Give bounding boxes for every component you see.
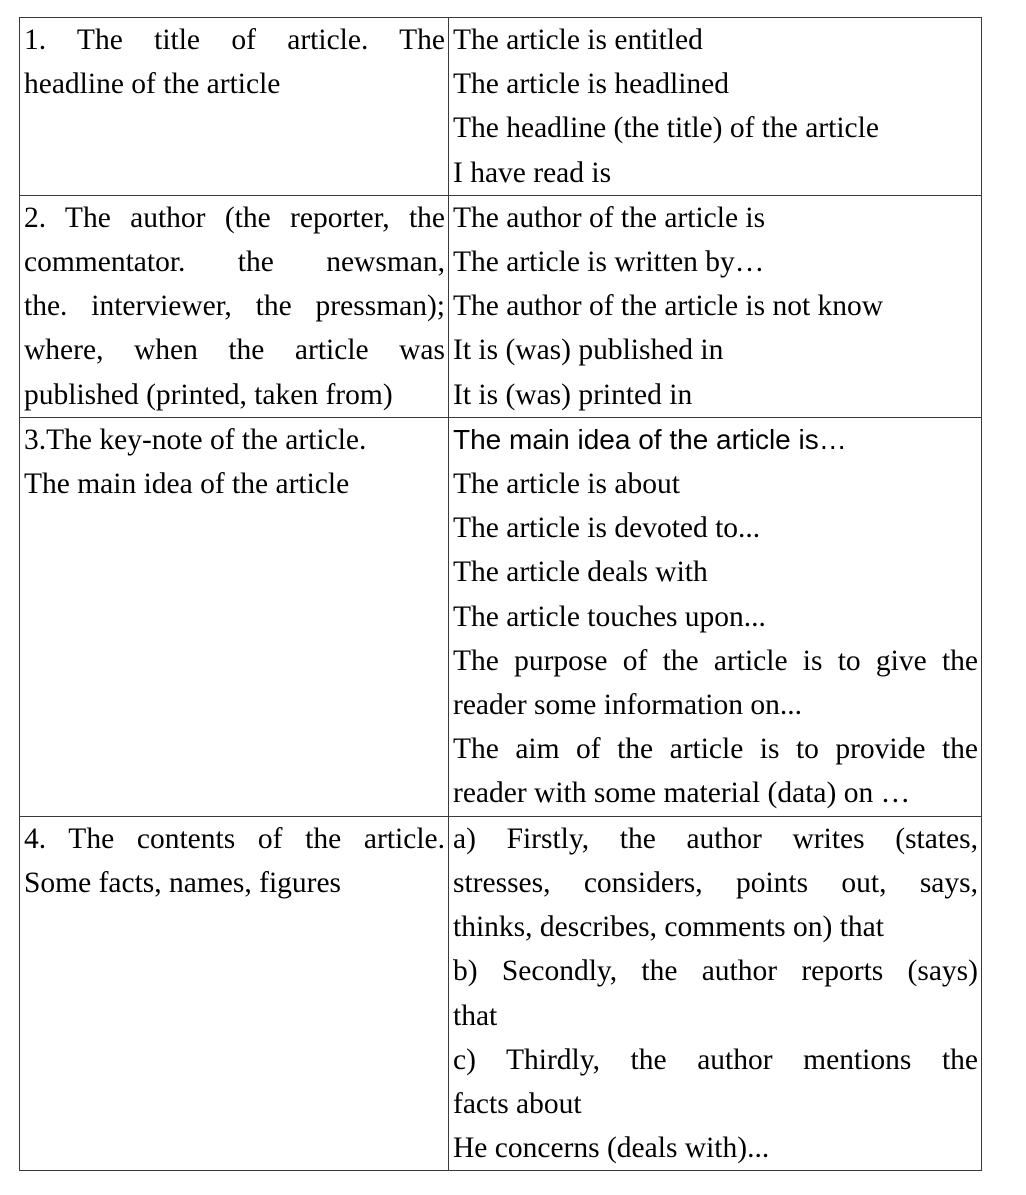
phrase-line: The author of the article is (453, 201, 766, 234)
point-text-line: The main idea of the article (24, 468, 350, 501)
phrase-line: reader some information on... (453, 689, 802, 722)
point-text-line: 4. The contents of the article. (24, 822, 445, 855)
phrase-line: stresses, considers, points out, says, (453, 867, 978, 900)
point-cell (20, 417, 449, 816)
phrase-line: that (453, 999, 498, 1032)
phrase-line: a) Firstly, the author writes (states, (453, 822, 978, 855)
phrase-line: thinks, describes, comments on) that (453, 911, 884, 944)
phrases-cell (449, 18, 982, 196)
phrase-line: c) Thirdly, the author mentions the (453, 1043, 978, 1076)
phrase-line: The aim of the article is to provide the (453, 733, 978, 766)
phrase-line: reader with some material (data) on … (453, 777, 911, 810)
phrase-line: The purpose of the article is to give the (453, 644, 978, 677)
point-text-line: Some facts, names, figures (24, 867, 342, 900)
point-text-line: 1. The title of article. The (24, 24, 445, 56)
phrase-line: The article is written by… (453, 246, 765, 279)
phrase-line: The main idea of the article is… (453, 423, 847, 455)
point-text-line: the. interviewer, the pressman); (24, 290, 445, 323)
point-cell (20, 816, 449, 1171)
phrases-cell (449, 417, 982, 816)
phrase-line: The article deals with (453, 556, 708, 589)
table-row (20, 195, 982, 417)
phrases-cell (449, 816, 982, 1171)
point-text-line: where, when the article was (24, 334, 445, 367)
phrase-line: It is (was) published in (453, 334, 724, 367)
phrase-line: facts about (453, 1088, 582, 1121)
phrase-line: The author of the article is not know (453, 290, 884, 323)
phrase-line: The article is about (453, 468, 680, 501)
point-text-line: 3.The key-note of the article. (24, 423, 367, 456)
phrase-line: He concerns (deals with)... (453, 1132, 770, 1165)
phrase-line: The article is entitled (453, 24, 703, 56)
table-row (20, 417, 982, 816)
point-text-line: commentator. the newsman, (24, 246, 445, 279)
phrase-line: The article is devoted to... (453, 512, 761, 545)
phrases-cell (449, 195, 982, 417)
point-cell (20, 195, 449, 417)
point-text-line: published (printed, taken from) (24, 378, 393, 411)
point-text-line: 2. The author (the reporter, the (24, 201, 445, 234)
phrase-line: The article touches upon... (453, 600, 766, 633)
phrase-line: I have read is (453, 156, 612, 189)
phrase-line: The headline (the title) of the article (453, 112, 879, 145)
table-row (20, 816, 982, 1171)
point-cell (20, 18, 449, 196)
point-text-line: headline of the article (24, 68, 281, 101)
phrase-line: b) Secondly, the author reports (says) (453, 955, 978, 988)
phrase-line: It is (was) printed in (453, 378, 693, 411)
phrase-line: The article is headlined (453, 68, 730, 101)
table-row (20, 18, 982, 196)
article-analysis-table (19, 17, 982, 1171)
